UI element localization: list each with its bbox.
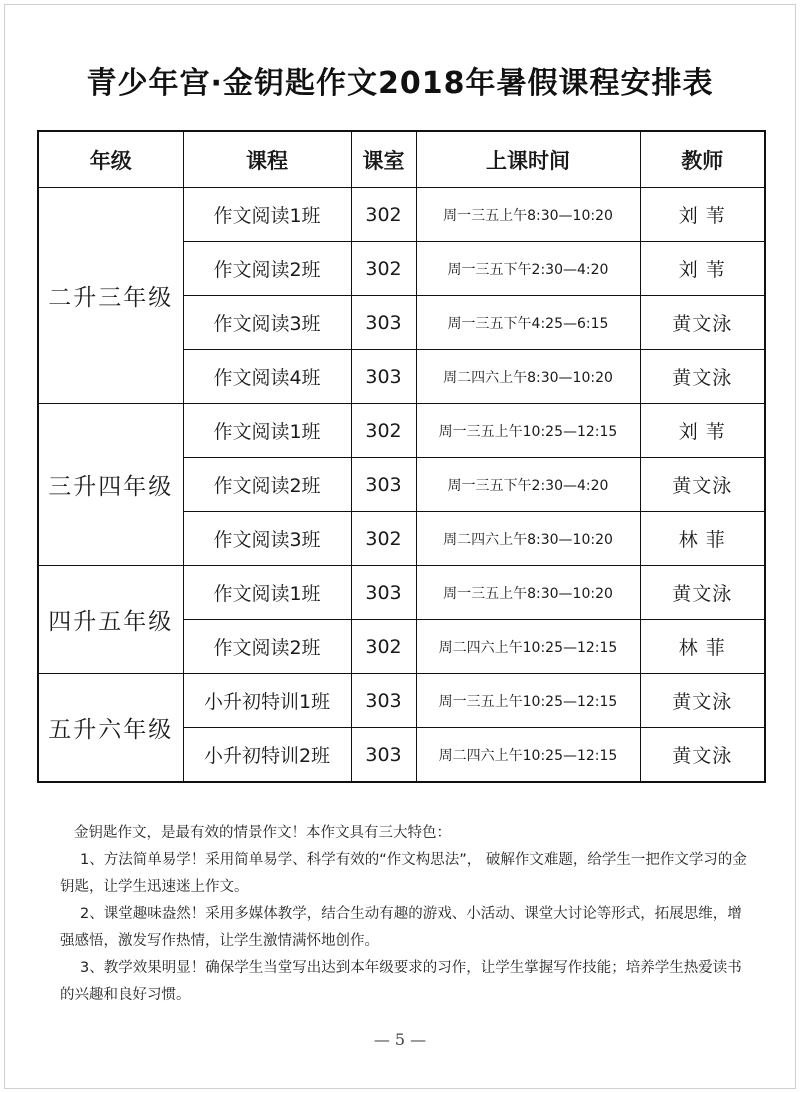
course-cell: 作文阅读3班	[183, 512, 351, 566]
time-cell: 周二四六上午10:25—12:15	[416, 620, 640, 674]
teacher-cell: 黄文泳	[640, 566, 765, 620]
intro-section	[60, 820, 750, 1009]
time-cell: 周一三五下午2:30—4:20	[416, 242, 640, 296]
room-cell: 302	[351, 512, 416, 566]
room-cell: 302	[351, 404, 416, 458]
teacher-cell: 黄文泳	[640, 296, 765, 350]
course-cell: 作文阅读1班	[183, 188, 351, 242]
room-cell: 303	[351, 350, 416, 404]
course-cell: 作文阅读2班	[183, 242, 351, 296]
table-row	[38, 674, 765, 728]
course-cell: 作文阅读1班	[183, 566, 351, 620]
teacher-cell: 黄文泳	[640, 728, 765, 783]
course-cell: 作文阅读1班	[183, 404, 351, 458]
room-cell: 303	[351, 674, 416, 728]
room-cell: 302	[351, 188, 416, 242]
header-grade: 年级	[38, 131, 183, 188]
table-row	[38, 188, 765, 242]
room-cell: 303	[351, 728, 416, 783]
course-cell: 作文阅读3班	[183, 296, 351, 350]
header-time: 上课时间	[416, 131, 640, 188]
course-cell: 作文阅读2班	[183, 620, 351, 674]
time-cell: 周二四六上午8:30—10:20	[416, 512, 640, 566]
intro-feature-3: 3、教学效果明显！确保学生当堂写出达到本年级要求的习作，让学生掌握写作技能；培养学生热爱读书的兴趣和良好习惯。	[60, 960, 742, 1003]
grade-cell: 四升五年级	[38, 566, 183, 674]
course-cell: 小升初特训2班	[183, 728, 351, 783]
intro-feature-2: 2、课堂趣味盎然！采用多媒体教学，结合生动有趣的游戏、小活动、课堂大讨论等形式，拓展思维，增强感悟，激发写作热情，让学生激情满怀地创作。	[60, 906, 742, 949]
course-cell: 作文阅读4班	[183, 350, 351, 404]
time-cell: 周一三五上午8:30—10:20	[416, 188, 640, 242]
time-cell: 周一三五下午4:25—6:15	[416, 296, 640, 350]
intro-feature-1: 1、方法简单易学！采用简单易学、科学有效的“作文构思法”， 破解作文难题，给学生一把作文学习的金钥匙，让学生迅速迷上作文。	[60, 852, 747, 895]
teacher-cell: 黄文泳	[640, 674, 765, 728]
teacher-cell: 黄文泳	[640, 458, 765, 512]
header-row	[38, 131, 765, 188]
room-cell: 302	[351, 620, 416, 674]
teacher-cell: 黄文泳	[640, 350, 765, 404]
grade-cell: 二升三年级	[38, 188, 183, 404]
teacher-cell: 刘 苇	[640, 188, 765, 242]
grade-cell: 三升四年级	[38, 404, 183, 566]
table-row	[38, 566, 765, 620]
schedule-table	[37, 130, 766, 783]
course-cell: 作文阅读2班	[183, 458, 351, 512]
header-course: 课程	[183, 131, 351, 188]
schedule-body	[38, 188, 765, 783]
teacher-cell: 刘 苇	[640, 242, 765, 296]
time-cell: 周一三五上午8:30—10:20	[416, 566, 640, 620]
time-cell: 周一三五上午10:25—12:15	[416, 674, 640, 728]
page-title: 青少年宫·金钥匙作文2018年暑假课程安排表	[86, 66, 714, 101]
page-number: — 5 —	[373, 1030, 427, 1049]
table-row	[38, 404, 765, 458]
teacher-cell: 刘 苇	[640, 404, 765, 458]
grade-cell: 五升六年级	[38, 674, 183, 783]
room-cell: 302	[351, 242, 416, 296]
teacher-cell: 林 菲	[640, 512, 765, 566]
room-cell: 303	[351, 566, 416, 620]
header-room: 课室	[351, 131, 416, 188]
course-cell: 小升初特训1班	[183, 674, 351, 728]
intro-lead: 金钥匙作文，是最有效的情景作文！本作文具有三大特色：	[74, 825, 451, 841]
room-cell: 303	[351, 458, 416, 512]
time-cell: 周一三五下午2:30—4:20	[416, 458, 640, 512]
header-teacher: 教师	[640, 131, 765, 188]
room-cell: 303	[351, 296, 416, 350]
teacher-cell: 林 菲	[640, 620, 765, 674]
time-cell: 周二四六上午10:25—12:15	[416, 728, 640, 783]
time-cell: 周二四六上午8:30—10:20	[416, 350, 640, 404]
time-cell: 周一三五上午10:25—12:15	[416, 404, 640, 458]
